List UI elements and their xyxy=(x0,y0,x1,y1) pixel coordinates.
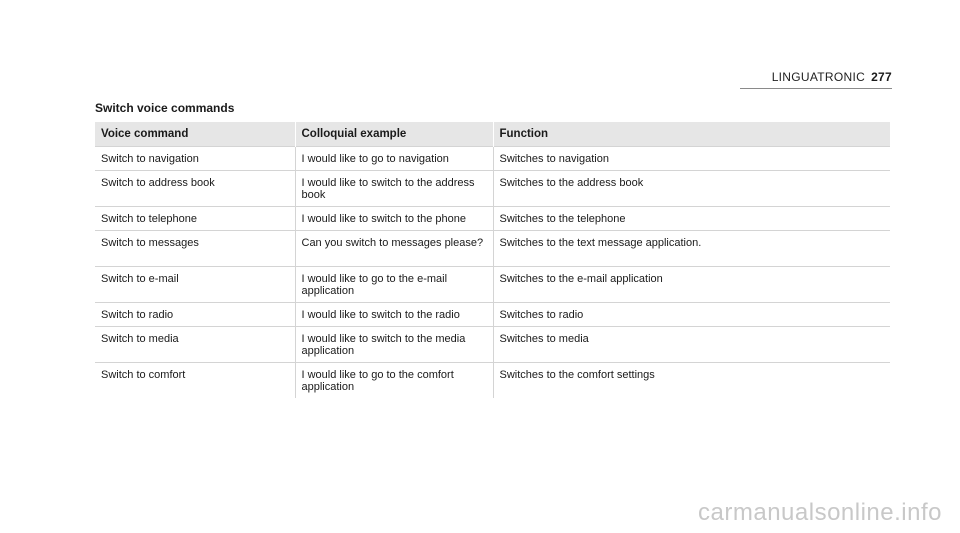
voice-command-cell: Switch to messages xyxy=(95,231,295,267)
function-cell: Switches to media xyxy=(493,327,890,363)
example-cell: Can you switch to messages please? xyxy=(295,231,493,267)
voice-command-cell: Switch to telephone xyxy=(95,207,295,231)
table-row xyxy=(95,147,890,171)
table-row xyxy=(95,327,890,363)
function-cell: Switches to radio xyxy=(493,303,890,327)
example-cell: I would like to go to navigation xyxy=(295,147,493,171)
table-row xyxy=(95,363,890,399)
voice-command-cell: Switch to address book xyxy=(95,171,295,207)
column-header-function: Function xyxy=(493,122,890,147)
table-row xyxy=(95,171,890,207)
page-number: 277 xyxy=(871,70,892,84)
watermark: carmanualsonline.info xyxy=(698,499,942,526)
table-row xyxy=(95,303,890,327)
voice-command-cell: Switch to e-mail xyxy=(95,267,295,303)
function-cell: Switches to navigation xyxy=(493,147,890,171)
header-divider xyxy=(740,88,892,89)
section-title: Switch voice commands xyxy=(95,101,235,115)
example-cell: I would like to switch to the radio xyxy=(295,303,493,327)
table-header-row xyxy=(95,122,890,147)
function-cell: Switches to the comfort settings xyxy=(493,363,890,399)
function-cell: Switches to the e-mail application xyxy=(493,267,890,303)
voice-command-cell: Switch to navigation xyxy=(95,147,295,171)
table-row xyxy=(95,207,890,231)
voice-command-cell: Switch to comfort xyxy=(95,363,295,399)
voice-command-cell: Switch to radio xyxy=(95,303,295,327)
function-cell: Switches to the text message application. xyxy=(493,231,890,267)
example-cell: I would like to go to the e-mail application xyxy=(295,267,493,303)
example-cell: I would like to switch to the phone xyxy=(295,207,493,231)
voice-commands-table xyxy=(95,122,890,398)
table-row xyxy=(95,231,890,267)
table-row xyxy=(95,267,890,303)
function-cell: Switches to the address book xyxy=(493,171,890,207)
example-cell: I would like to switch to the media application xyxy=(295,327,493,363)
running-header xyxy=(740,70,892,84)
example-cell: I would like to go to the comfort application xyxy=(295,363,493,399)
function-cell: Switches to the telephone xyxy=(493,207,890,231)
example-cell: I would like to switch to the address book xyxy=(295,171,493,207)
column-header-colloquial-example: Colloquial example xyxy=(295,122,493,147)
chapter-title: LINGUATRONIC xyxy=(771,70,866,84)
column-header-voice-command: Voice command xyxy=(95,122,295,147)
voice-command-cell: Switch to media xyxy=(95,327,295,363)
